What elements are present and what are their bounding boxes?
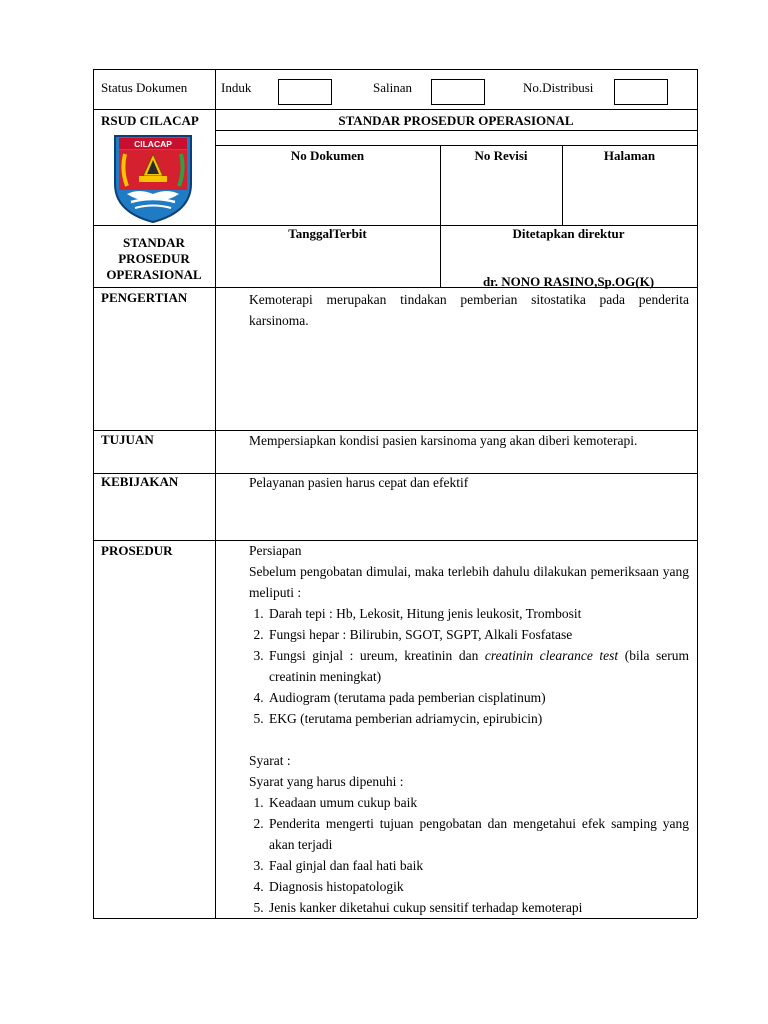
header-line-3 bbox=[215, 145, 697, 146]
prosedur-label: PROSEDUR bbox=[101, 543, 173, 558]
kebijakan-text: Pelayanan pasien harus cepat dan efektif bbox=[249, 475, 469, 490]
status-dokumen-label: Status Dokumen bbox=[101, 80, 188, 95]
table-border-right bbox=[697, 69, 698, 918]
persiapan-item bbox=[267, 645, 689, 687]
syarat-list bbox=[249, 792, 689, 918]
table-border-left bbox=[93, 69, 94, 918]
item3-part1: Fungsi ginjal : ureum, kreatinin dan bbox=[269, 648, 479, 663]
ditetapkan-label: Ditetapkan direktur bbox=[512, 226, 625, 241]
item3-italic: creatinin clearance test bbox=[484, 648, 619, 663]
syarat-item: 4. Diagnosis histopatologik bbox=[267, 876, 689, 897]
header-line-1 bbox=[93, 109, 697, 110]
syarat-item: 3. Faal ginjal dan faal hati baik bbox=[267, 855, 689, 876]
syarat-item: 5. Jenis kanker diketahui cukup sensitif terhadap kemoterapi bbox=[267, 897, 689, 918]
salinan-label: Salinan bbox=[373, 80, 412, 95]
logo-text: CILACAP bbox=[134, 139, 172, 149]
direktur-name: dr. NONO RASINO,Sp.OG(K) bbox=[482, 274, 655, 289]
header-line-2 bbox=[215, 130, 697, 131]
kebijakan-label: KEBIJAKAN bbox=[101, 474, 179, 489]
syarat-item: 2. Penderita mengerti tujuan pengobatan dan mengetahui efek samping yang akan terjadi bbox=[267, 813, 689, 855]
salinan-box bbox=[431, 79, 485, 105]
prosedur-content bbox=[249, 540, 689, 918]
persiapan-item: 1. Darah tepi : Hb, Lekosit, Hitung jenis leukosit, Trombosit bbox=[267, 603, 689, 624]
sop-label-line-1: STANDAR bbox=[123, 235, 185, 250]
tanggal-terbit-label: TanggalTerbit bbox=[288, 226, 367, 241]
persiapan-item: 5. EKG (terutama pemberian adriamycin, epirubicin) bbox=[267, 708, 689, 729]
tujuan-label: TUJUAN bbox=[101, 432, 154, 447]
persiapan-item: 4. Audiogram (terutama pada pemberian cisplatinum) bbox=[267, 687, 689, 708]
syarat-item: 1. Keadaan umum cukup baik bbox=[267, 792, 689, 813]
persiapan-item: 2. Fungsi hepar : Bilirubin, SGOT, SGPT, Alkali Fosfatase bbox=[267, 624, 689, 645]
sop-label-line-3: OPERASIONAL bbox=[106, 267, 202, 282]
sop-label-line-2: PROSEDUR bbox=[118, 251, 190, 266]
induk-box bbox=[278, 79, 332, 105]
table-border-top bbox=[93, 69, 697, 70]
pengertian-text: Kemoterapi merupakan tindakan pemberian sitostatika pada penderita karsinoma. bbox=[249, 292, 689, 328]
cilacap-logo bbox=[109, 132, 197, 224]
persiapan-title: Persiapan bbox=[249, 543, 302, 558]
syarat-intro: Syarat yang harus dipenuhi : bbox=[249, 774, 404, 789]
table-border-bottom bbox=[93, 918, 697, 919]
distribusi-box bbox=[614, 79, 668, 105]
pengertian-label: PENGERTIAN bbox=[101, 290, 188, 305]
no-dokumen-label: No Dokumen bbox=[290, 148, 365, 163]
tujuan-text: Mempersiapkan kondisi pasien karsinoma yang akan diberi kemoterapi. bbox=[249, 433, 638, 448]
rsud-name: RSUD CILACAP bbox=[101, 113, 199, 128]
header-divider-a bbox=[440, 145, 441, 287]
persiapan-list bbox=[249, 603, 689, 729]
syarat-title: Syarat : bbox=[249, 753, 291, 768]
no-revisi-label: No Revisi bbox=[474, 148, 528, 163]
induk-label: Induk bbox=[221, 80, 252, 95]
halaman-label: Halaman bbox=[603, 148, 656, 163]
spacer bbox=[249, 729, 689, 750]
persiapan-intro: Sebelum pengobatan dimulai, maka terlebih dahulu dilakukan pemeriksaan yang meliputi : bbox=[249, 564, 689, 600]
no-distribusi-label: No.Distribusi bbox=[523, 80, 594, 95]
doc-title: STANDAR PROSEDUR OPERASIONAL bbox=[338, 113, 574, 128]
item3-part2: (bila serum creatinin meningkat) bbox=[269, 648, 689, 684]
sop-label bbox=[93, 235, 215, 283]
column-divider bbox=[215, 69, 216, 918]
